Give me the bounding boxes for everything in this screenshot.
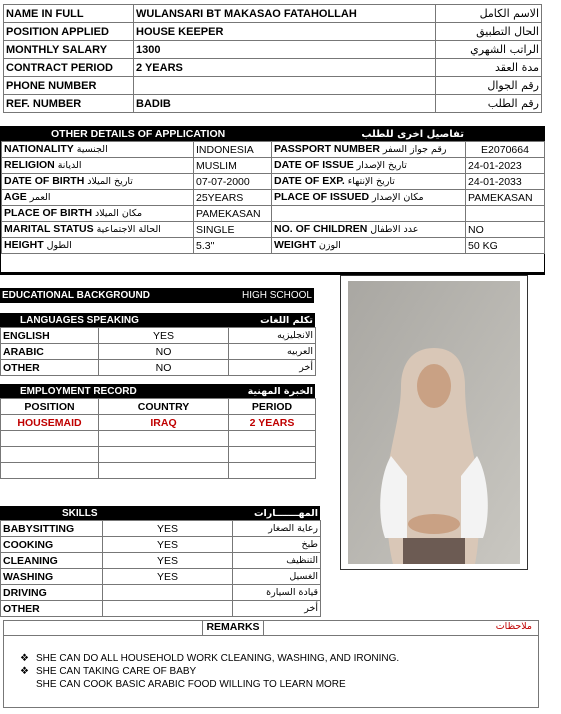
other-skill-value (103, 601, 233, 617)
passport-value: E2070664 (466, 142, 545, 158)
exp-date-label-ar: تاريخ الإنتهاء (347, 176, 395, 187)
remarks-label: REMARKS (202, 621, 264, 635)
weight-label: WEIGHT (274, 239, 316, 251)
remark-text: SHE CAN DO ALL HOUSEHOLD WORK CLEANING, WASHING, AND IRONING. (36, 653, 400, 664)
arabic-label: ARABIC (1, 344, 99, 360)
table-row (1, 537, 321, 553)
col-position: POSITION (1, 399, 99, 415)
languages-table (0, 327, 316, 376)
nationality-label-ar: الجنسية (76, 144, 108, 155)
driving-value (103, 585, 233, 601)
issue-date-label-ar: تاريخ الإصدار (356, 160, 407, 171)
skills-title: SKILLS (62, 507, 98, 519)
contract-label: CONTRACT PERIOD (4, 59, 134, 77)
marital-label-cell (2, 222, 194, 238)
passport-label-ar: رقم جواز السفر (382, 144, 447, 155)
table-row (1, 601, 321, 617)
table-row (4, 5, 542, 23)
table-row (1, 360, 316, 376)
passport-label-cell (272, 142, 466, 158)
salary-value: 1300 (134, 41, 436, 59)
table-row (4, 95, 542, 113)
nationality-label: NATIONALITY (4, 143, 74, 155)
table-row (2, 190, 545, 206)
marital-label: MARITAL STATUS (4, 223, 94, 235)
applicant-photo-frame (340, 275, 528, 570)
table-header-row (1, 399, 316, 415)
name-value: WULANSARI BT MAKASAO FATAHOLLAH (134, 5, 436, 23)
table-row (1, 585, 321, 601)
exp-date-value: 24-01-2033 (466, 174, 545, 190)
issued-place-value: PAMEKASAN (466, 190, 545, 206)
age-label-ar: العمر (29, 192, 51, 203)
table-row (1, 447, 316, 463)
washing-label: WASHING (1, 569, 103, 585)
weight-label-cell (272, 238, 466, 254)
other-details-title-ar: تفاصيل اخرى للطلب (361, 128, 464, 140)
babysitting-value: YES (103, 521, 233, 537)
name-label: NAME IN FULL (4, 5, 134, 23)
cooking-value: YES (103, 537, 233, 553)
employment-title-ar: الخبرة المهنية (247, 385, 313, 397)
job-position: HOUSEMAID (1, 415, 99, 431)
position-label-ar: الحال التطبيق (436, 23, 542, 41)
employment-title: EMPLOYMENT RECORD (20, 385, 137, 397)
religion-label: RELIGION (4, 159, 55, 171)
cleaning-label: CLEANING (1, 553, 103, 569)
table-row (1, 415, 316, 431)
children-value: NO (466, 222, 545, 238)
other-lang-value: NO (99, 360, 229, 376)
job-period: 2 YEARS (229, 415, 316, 431)
children-label: NO. OF CHILDREN (274, 223, 368, 235)
other-details-header (1, 127, 544, 141)
dob-label: DATE OF BIRTH (4, 175, 85, 187)
table-row (1, 328, 316, 344)
languages-section (0, 313, 315, 376)
issued-place-label-cell (272, 190, 466, 206)
other-details-table (1, 141, 545, 254)
applicant-info-table (3, 4, 542, 113)
babysitting-label: BABYSITTING (1, 521, 103, 537)
other-lang-label-ar: أخر (229, 360, 316, 376)
skills-header (0, 506, 320, 520)
height-label-cell (2, 238, 194, 254)
education-bar (0, 288, 314, 303)
table-row (4, 23, 542, 41)
table-row (2, 238, 545, 254)
languages-title: LANGUAGES SPEAKING (20, 314, 139, 326)
contract-value: 2 YEARS (134, 59, 436, 77)
table-row (2, 206, 545, 222)
remark-item (20, 652, 538, 665)
ref-label-ar: رقم الطلب (436, 95, 542, 113)
skills-section (0, 506, 320, 617)
phone-label-ar: رقم الجوال (436, 77, 542, 95)
weight-value: 50 KG (466, 238, 545, 254)
dob-value: 07-07-2000 (194, 174, 272, 190)
empty-value (466, 206, 545, 222)
issue-date-label-cell (272, 158, 466, 174)
height-value: 5.3" (194, 238, 272, 254)
nationality-label-cell (2, 142, 194, 158)
marital-label-ar: الحالة الاجتماعية (96, 224, 161, 235)
children-label-ar: عدد الاطفال (370, 224, 419, 235)
table-row (4, 77, 542, 95)
table-row (4, 41, 542, 59)
age-value: 25YEARS (194, 190, 272, 206)
issue-date-label: DATE OF ISSUE (274, 159, 354, 171)
ref-label: REF. NUMBER (4, 95, 134, 113)
age-label: AGE (4, 191, 27, 203)
ref-value: BADIB (134, 95, 436, 113)
age-label-cell (2, 190, 194, 206)
exp-date-label: DATE OF EXP. (274, 175, 345, 187)
driving-label-ar: قيادة السيارة (233, 585, 321, 601)
marital-value: SINGLE (194, 222, 272, 238)
applicant-photo (341, 276, 527, 569)
birthplace-label-cell (2, 206, 194, 222)
col-period: PERIOD (229, 399, 316, 415)
remarks-label-ar: ملاحظات (495, 621, 532, 632)
table-row (4, 59, 542, 77)
table-row (1, 463, 316, 479)
english-value: YES (99, 328, 229, 344)
children-label-cell (272, 222, 466, 238)
remarks-content (4, 636, 538, 691)
babysitting-label-ar: رعاية الصغار (233, 521, 321, 537)
table-row (1, 344, 316, 360)
other-skill-label-ar: أخر (233, 601, 321, 617)
height-label: HEIGHT (4, 239, 44, 251)
remark-item (20, 665, 538, 678)
cleaning-label-ar: التنظيف (233, 553, 321, 569)
cooking-label-ar: طبخ (233, 537, 321, 553)
table-row (2, 158, 545, 174)
english-label-ar: الانجليزيه (229, 328, 316, 344)
table-row (2, 142, 545, 158)
other-lang-label: OTHER (1, 360, 99, 376)
english-label: ENGLISH (1, 328, 99, 344)
religion-value: MUSLIM (194, 158, 272, 174)
languages-title-ar: تكلم اللغات (260, 314, 313, 326)
height-label-ar: الطول (46, 240, 72, 251)
other-details-title: OTHER DETAILS OF APPLICATION (51, 128, 226, 140)
cooking-label: COOKING (1, 537, 103, 553)
phone-label: PHONE NUMBER (4, 77, 134, 95)
table-row (1, 569, 321, 585)
exp-date-label-cell (272, 174, 466, 190)
salary-label: MONTHLY SALARY (4, 41, 134, 59)
table-row (2, 222, 545, 238)
cleaning-value: YES (103, 553, 233, 569)
birthplace-value: PAMEKASAN (194, 206, 272, 222)
skills-table (0, 520, 321, 617)
issued-place-label: PLACE OF ISSUED (274, 191, 370, 203)
issued-place-label-ar: مكان الإصدار (372, 192, 424, 203)
religion-label-cell (2, 158, 194, 174)
table-row (1, 553, 321, 569)
other-details-box (0, 126, 545, 275)
arabic-value: NO (99, 344, 229, 360)
education-value: HIGH SCHOOL (241, 290, 312, 301)
education-label: EDUCATIONAL BACKGROUND (2, 290, 150, 301)
col-country: COUNTRY (99, 399, 229, 415)
weight-label-ar: الوزن (318, 240, 341, 251)
position-label: POSITION APPLIED (4, 23, 134, 41)
diamond-bullet-icon: ❖ (20, 653, 29, 664)
washing-label-ar: الغسيل (233, 569, 321, 585)
remark-text: SHE CAN TAKING CARE OF BABY (36, 666, 197, 677)
phone-value (134, 77, 436, 95)
contract-label-ar: مدة العقد (436, 59, 542, 77)
remark-item: SHE CAN COOK BASIC ARABIC FOOD WILLING TO LEARN MORE (36, 679, 346, 690)
diamond-bullet-icon: ❖ (20, 666, 29, 677)
issue-date-value: 24-01-2023 (466, 158, 545, 174)
arabic-label-ar: العربيه (229, 344, 316, 360)
passport-label: PASSPORT NUMBER (274, 143, 380, 155)
dob-label-cell (2, 174, 194, 190)
driving-label: DRIVING (1, 585, 103, 601)
languages-header (0, 313, 315, 327)
employment-table (0, 398, 316, 479)
job-country: IRAQ (99, 415, 229, 431)
name-label-ar: الاسم الكامل (436, 5, 542, 23)
table-row (2, 174, 545, 190)
birthplace-label: PLACE OF BIRTH (4, 207, 93, 219)
remarks-header (4, 621, 538, 636)
employment-header (0, 384, 315, 398)
salary-label-ar: الراتب الشهري (436, 41, 542, 59)
dob-label-ar: تاريخ الميلاد (87, 176, 133, 187)
empty-label-cell (272, 206, 466, 222)
birthplace-label-ar: مكان الميلاد (95, 208, 143, 219)
table-row (1, 521, 321, 537)
religion-label-ar: الديانة (57, 160, 82, 171)
table-row (1, 431, 316, 447)
other-skill-label: OTHER (1, 601, 103, 617)
remarks-box (3, 620, 539, 708)
nationality-value: INDONESIA (194, 142, 272, 158)
position-value: HOUSE KEEPER (134, 23, 436, 41)
skills-title-ar: المهـــــــارات (253, 507, 318, 519)
washing-value: YES (103, 569, 233, 585)
employment-section (0, 384, 315, 479)
